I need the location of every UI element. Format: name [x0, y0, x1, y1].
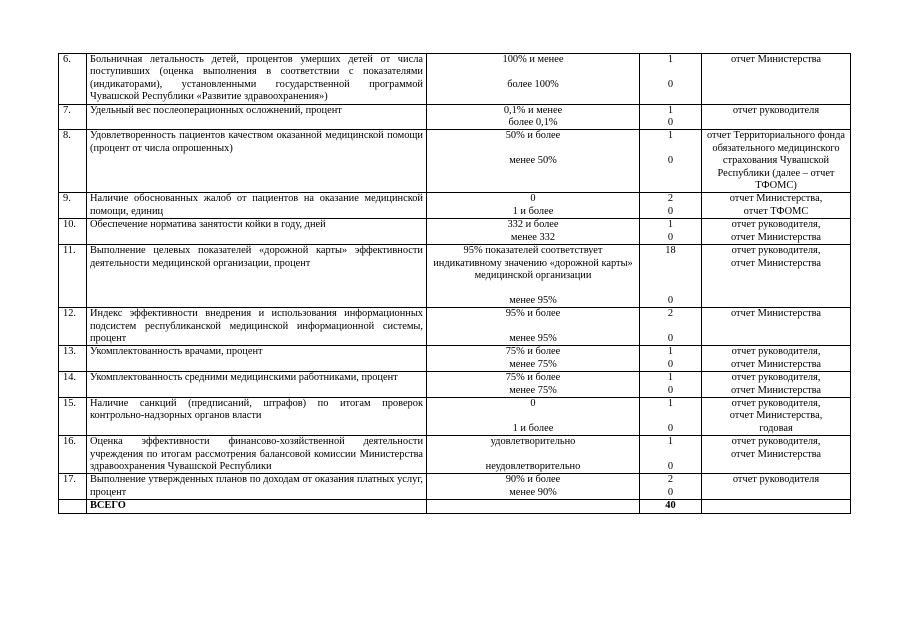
points-value-cell	[640, 193, 702, 219]
criterion-value: менее 95%	[509, 294, 557, 306]
source-line-cell	[702, 54, 851, 105]
source-line: отчет Территориального фонда обязательного медицинского страхования Чувашской Республики (далее – отчет ТФОМС)	[706, 130, 845, 192]
source-line: отчет Министерства	[731, 384, 821, 396]
points-value-cell	[640, 474, 702, 500]
row-number: 14.	[59, 372, 87, 398]
points-value	[643, 410, 698, 422]
source-line: отчет Министерства	[731, 448, 821, 460]
points-value: 1	[667, 219, 674, 231]
total-num-cell	[59, 500, 87, 513]
points-value: 0	[667, 155, 674, 167]
points-value-cell	[640, 308, 702, 346]
row-number: 9.	[59, 193, 87, 219]
source-line-cell	[702, 308, 851, 346]
points-value: 0	[667, 78, 674, 90]
indicator-text: Наличие обоснованных жалоб от пациентов на оказание медицинской помощи, единиц	[87, 193, 427, 219]
row-number: 13.	[59, 346, 87, 372]
criterion-value: 50% и более	[505, 130, 561, 142]
points-value: 1	[667, 104, 674, 116]
table-row	[59, 474, 851, 500]
row-number: 8.	[59, 130, 87, 193]
table-row	[59, 245, 851, 308]
points-value-cell	[640, 346, 702, 372]
points-value: 0	[667, 231, 674, 243]
criterion-value: 75% и более	[505, 372, 561, 384]
criterion-value: менее 75%	[509, 384, 557, 396]
points-value: 0	[667, 422, 674, 434]
source-line-cell	[702, 474, 851, 500]
indicator-text: Больничная летальность детей, процентов умерших детей от числа поступивших (оценка выполнения в соответствии с показателями (индикаторами), установленными государственной программой Чувашской Республики «Развитие здравоохранения»)	[87, 54, 427, 105]
source-line-cell	[702, 436, 851, 474]
table-row	[59, 436, 851, 474]
criterion-value: 0	[530, 193, 536, 205]
source-line: отчет руководителя,	[731, 346, 821, 358]
criterion-value: более 0,1%	[508, 117, 558, 129]
points-value: 0	[667, 486, 674, 498]
points-value: 18	[665, 245, 676, 257]
row-number: 12.	[59, 308, 87, 346]
criterion-value-cell	[427, 346, 640, 372]
criterion-value: менее 332	[510, 231, 556, 243]
criterion-value: удовлетворительно	[490, 436, 576, 448]
criterion-value: 332 и более	[507, 219, 559, 231]
source-line-cell	[702, 193, 851, 219]
points-value: 0	[667, 294, 674, 306]
source-line: отчет руководителя,	[731, 372, 821, 384]
source-line-cell	[702, 245, 851, 308]
points-value-cell	[640, 397, 702, 435]
criterion-value: 100% и менее	[502, 54, 564, 65]
points-value: 0	[667, 460, 674, 472]
indicator-text: Наличие санкций (предписаний, штрафов) по итогам проверок контрольно-надзорных органов власти	[87, 397, 427, 435]
source-line: отчет руководителя,	[731, 245, 821, 257]
row-number: 10.	[59, 219, 87, 245]
criterion-value: более 100%	[507, 78, 559, 90]
source-line: отчет ТФОМС	[743, 205, 809, 217]
total-label: ВСЕГО	[87, 500, 427, 513]
total-value-cell	[427, 500, 640, 513]
table-row	[59, 308, 851, 346]
total-points: 40	[640, 500, 702, 513]
row-number: 15.	[59, 397, 87, 435]
table-row	[59, 130, 851, 193]
points-value: 1	[667, 54, 674, 65]
criterion-value-cell	[427, 308, 640, 346]
criteria-table	[58, 53, 851, 514]
points-value: 2	[667, 308, 674, 320]
points-value	[643, 321, 698, 333]
source-line: отчет руководителя,	[731, 219, 821, 231]
points-value: 0	[667, 117, 674, 129]
points-value-cell	[640, 372, 702, 398]
criterion-value: 0,1% и менее	[503, 104, 563, 116]
source-line: отчет Министерства	[731, 54, 821, 65]
points-value: 2	[667, 193, 674, 205]
indicator-text: Выполнение утвержденных планов по доходам от оказания платных услуг, процент	[87, 474, 427, 500]
points-value: 1	[667, 436, 674, 448]
criterion-value: менее 75%	[509, 358, 557, 370]
criterion-value-cell	[427, 436, 640, 474]
criterion-value-cell	[427, 193, 640, 219]
source-line: отчет Министерства	[731, 257, 821, 269]
points-value: 0	[667, 205, 674, 217]
points-value	[643, 270, 698, 282]
table-row	[59, 346, 851, 372]
source-line: отчет руководителя,	[731, 436, 821, 448]
source-line: отчет руководителя	[732, 104, 820, 116]
indicator-text: Оценка эффективности финансово-хозяйственной деятельности учреждения по итогам рассмотрения балансовой комиссии Министерства здравоохранения Чувашской Республики	[87, 436, 427, 474]
points-value-cell	[640, 436, 702, 474]
indicator-text: Индекс эффективности внедрения и использования информационных подсистем республиканской медицинской информационной системы, процент	[87, 308, 427, 346]
points-value	[643, 143, 698, 155]
indicator-text: Укомплектованность средними медицинскими работниками, процент	[87, 372, 427, 398]
table-row	[59, 193, 851, 219]
source-line-cell	[702, 346, 851, 372]
criteria-table-body	[59, 54, 851, 514]
criterion-value: 75% и более	[505, 346, 561, 358]
criterion-value-cell	[427, 219, 640, 245]
points-value: 1	[667, 346, 674, 358]
source-line: отчет Министерства	[731, 358, 821, 370]
indicator-text: Укомплектованность врачами, процент	[87, 346, 427, 372]
total-row	[59, 500, 851, 513]
table-row	[59, 54, 851, 105]
indicator-text: Выполнение целевых показателей «дорожной карты» эффективности деятельности медицинской организации, процент	[87, 245, 427, 308]
points-value-cell	[640, 245, 702, 308]
points-value-cell	[640, 54, 702, 105]
points-value	[643, 258, 698, 270]
criterion-value: 0	[530, 397, 536, 409]
points-value: 0	[667, 358, 674, 370]
points-value	[643, 66, 698, 78]
criterion-value: 95% показателей соответствует индикативному значению «дорожной карты» медицинской организации	[433, 245, 633, 281]
criterion-value: 1 и более	[512, 422, 554, 434]
points-value: 2	[667, 474, 674, 486]
indicator-text: Удельный вес послеоперационных осложнений, процент	[87, 104, 427, 130]
criterion-value-cell	[427, 104, 640, 130]
points-value: 1	[667, 372, 674, 384]
criterion-value	[430, 321, 636, 333]
row-number: 16.	[59, 436, 87, 474]
row-number: 7.	[59, 104, 87, 130]
source-line: годовая	[759, 422, 793, 434]
source-line: отчет руководителя	[732, 474, 820, 486]
criterion-value-cell	[427, 54, 640, 105]
points-value	[643, 449, 698, 461]
criterion-value	[430, 143, 636, 155]
criterion-value-cell	[427, 130, 640, 193]
points-value-cell	[640, 104, 702, 130]
table-row	[59, 104, 851, 130]
criteria-table-page	[58, 53, 850, 514]
criterion-value-cell	[427, 474, 640, 500]
criterion-value: 1 и более	[512, 205, 554, 217]
criterion-value-cell	[427, 245, 640, 308]
row-number: 11.	[59, 245, 87, 308]
criterion-value: 90% и более	[505, 474, 561, 486]
indicator-text: Обеспечение норматива занятости койки в году, дней	[87, 219, 427, 245]
source-line-cell	[702, 130, 851, 193]
criterion-value-cell	[427, 372, 640, 398]
row-number: 17.	[59, 474, 87, 500]
points-value: 1	[667, 130, 674, 142]
source-line: отчет Министерства	[731, 231, 821, 243]
source-line: отчет Министерства,	[729, 410, 823, 422]
points-value-cell	[640, 219, 702, 245]
source-line: отчет Министерства,	[729, 193, 823, 205]
source-line-cell	[702, 397, 851, 435]
criterion-value	[430, 410, 636, 422]
source-line: отчет руководителя,	[731, 397, 821, 409]
criterion-value: менее 95%	[509, 332, 557, 344]
criterion-value	[430, 66, 636, 78]
source-line-cell	[702, 372, 851, 398]
table-row	[59, 397, 851, 435]
total-source-cell	[702, 500, 851, 513]
indicator-text: Удовлетворенность пациентов качеством оказанной медицинской помощи (процент от числа опрошенных)	[87, 130, 427, 193]
points-value	[643, 282, 698, 294]
source-line: отчет Министерства	[731, 308, 821, 320]
points-value-cell	[640, 130, 702, 193]
row-number: 6.	[59, 54, 87, 105]
criterion-value: менее 50%	[509, 155, 557, 167]
criterion-value	[430, 282, 636, 294]
criterion-value-cell	[427, 397, 640, 435]
table-row	[59, 372, 851, 398]
points-value: 1	[667, 397, 674, 409]
source-line-cell	[702, 104, 851, 130]
points-value: 0	[667, 332, 674, 344]
criterion-value: неудовлетворительно	[485, 460, 581, 472]
source-line-cell	[702, 219, 851, 245]
criterion-value	[430, 449, 636, 461]
criterion-value: 95% и более	[505, 308, 561, 320]
points-value: 0	[667, 384, 674, 396]
table-row	[59, 219, 851, 245]
criterion-value: менее 90%	[509, 486, 557, 498]
